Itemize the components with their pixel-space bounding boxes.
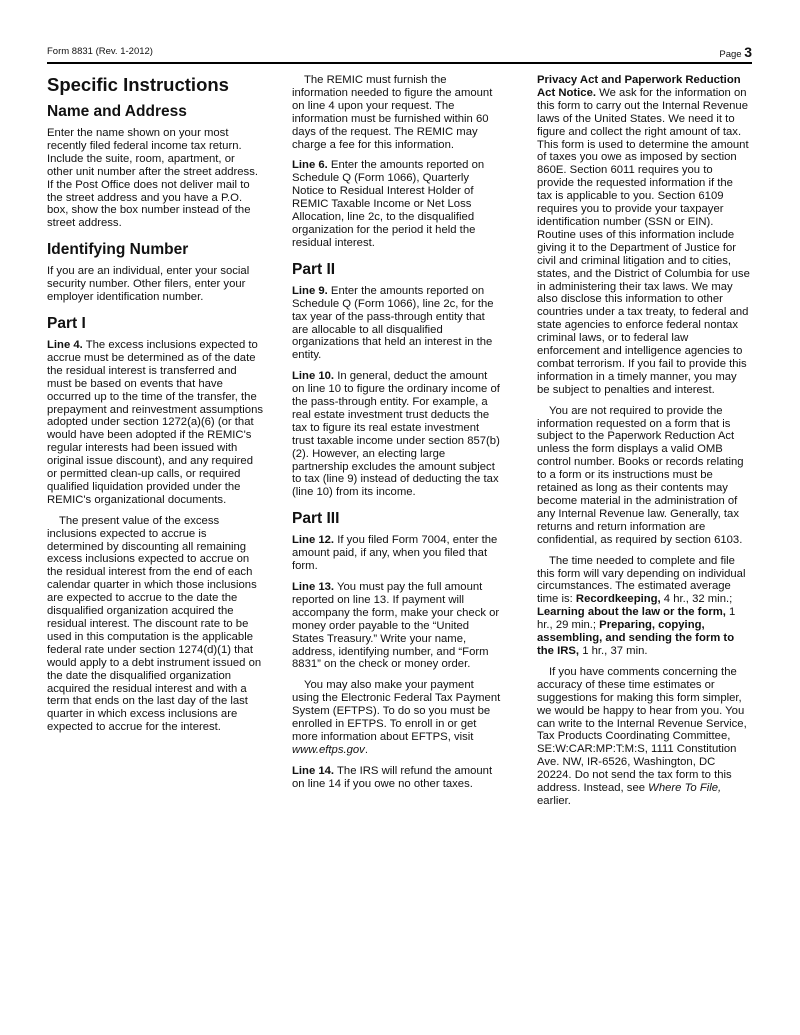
line6-paragraph	[292, 159, 502, 249]
part2-heading: Part II	[292, 260, 336, 278]
line14-text: The IRS will refund the amount on line 14 if you owe no other taxes.	[292, 764, 493, 790]
line12-text: If you filed Form 7004, enter the amount paid, if any, when you filed that form.	[292, 534, 498, 573]
page-label: Page	[719, 49, 742, 60]
line13-label: Line 13.	[292, 581, 335, 593]
page-number: 3	[744, 44, 752, 60]
column-left	[47, 74, 263, 742]
eftps-period: .	[364, 743, 368, 756]
learning-time: 1 hr., 29 min.;	[537, 606, 736, 632]
eftps-link[interactable]: www.eftps.gov	[292, 743, 365, 756]
line9-text: Enter the amounts reported on Schedule Q (Form 1066), line 2c, for the tax year of the pass-through entity that are allocable to all disqualified organizations that held an interest in the entity.	[292, 284, 494, 362]
not-required-paragraph: You are not required to provide the information requested on a form that is subject to the Paperwork Reduction Act unless the form displays a valid OMB control number. Books or records relating to a form or its instructions must be retained as long as their contents may become material in the administration of any Internal Revenue law. Generally, tax returns and return information are confidential, as required by section 6103.	[537, 404, 744, 546]
preparing-label: Preparing, copying, assembling, and sending the form to the IRS,	[537, 619, 735, 657]
time-estimate-paragraph	[537, 555, 751, 658]
comments-text: If you have comments concerning the accuracy of these time estimates or suggestions for making this form simpler, we would be happy to hear from you. You can write to the Internal Revenue Service, Tax Products Coordinating Committee, SE:W:CAR:MP:T:M:S, 1111 Constitution Ave. NW, IR-6526, Washington, DC 20224. Do not send the tax form to this address. Instead, see	[537, 665, 747, 795]
line9-label: Line 9.	[292, 284, 328, 297]
line10-label: Line 10.	[292, 370, 335, 383]
privacy-paragraph	[537, 74, 751, 397]
section-title: Specific Instructions	[47, 74, 229, 95]
line10-text: In general, deduct the amount on line 10 to figure the ordinary income of the pass-through entity. For example, a real estate investment trust deducts the tax to figure its real estate investment trust taxable income under section 857(b)(2). However, an electing large partnership excludes the amount subject to tax (line 9) instead of deducting the tax (line 10) from its income.	[292, 370, 500, 499]
line12-label: Line 12.	[292, 534, 335, 547]
privacy-heading: Privacy Act and Paperwork Reduction Act Notice.	[537, 74, 741, 99]
line4-label: Line 4.	[47, 338, 83, 351]
line14-label: Line 14.	[292, 764, 335, 777]
identifying-number-text: If you are an individual, enter your social security number. Other filers, enter your employer identification number.	[47, 265, 250, 304]
line13-paragraph	[292, 581, 502, 671]
part3-heading: Part III	[292, 510, 340, 528]
where-to-file-ref: Where To File,	[648, 782, 722, 795]
column-middle	[292, 74, 502, 799]
recordkeeping-label: Recordkeeping,	[575, 593, 661, 606]
name-address-text: Enter the name shown on your most recently filed federal income tax return. Include the suite, room, apartment, or other unit number after the street address. If the Post Office does not deliver mail to the street address and you have a P.O. box, show the box number instead of the street address.	[47, 127, 258, 230]
recordkeeping-time: 4 hr., 32 min.;	[660, 593, 733, 606]
line13-text: You must pay the full amount reported on line 13. If payment will accompany the form, make your check or money order payable to the “United States Treasury.” Write your name, address, identifying number, and “Form 8831” on the check or money order.	[292, 581, 500, 671]
learning-label: Learning about the law or the form,	[537, 606, 726, 619]
eftps-paragraph	[292, 679, 502, 756]
identifying-number-heading: Identifying Number	[47, 241, 189, 259]
line6-text: Enter the amounts reported on Schedule Q (Form 1066), Quarterly Notice to Residual Interest Holder of REMIC Taxable Income or Net Loss Allocation, line 2c, to the disqualified organization for the period it held the residual interest.	[292, 159, 485, 249]
name-address-heading: Name and Address	[47, 103, 187, 120]
remic-paragraph: The REMIC must furnish the information needed to figure the amount on line 4 upon your request. The information must be furnished within 60 days of the request. The REMIC may charge a fee for this information.	[292, 74, 493, 151]
part1-heading: Part I	[47, 314, 86, 332]
header-rule	[47, 62, 752, 64]
line4-paragraph	[47, 339, 263, 507]
comments-end: earlier.	[537, 794, 571, 807]
line4-text: The excess inclusions expected to accrue must be determined as of the date the residual interest is transferred and must be based on events that have occurred up to the time of the transfer, the prepayment and reinvestment assumptions adopted under section 1272(a)(6) (or that would have been adopted if the REMIC's regular interests had been issued with original issue discount), and any required or permitted clean-up calls, or required qualified liquidation provided under the REMIC's organizational documents.	[47, 338, 264, 506]
page-indicator	[719, 44, 752, 60]
comments-paragraph	[537, 666, 751, 808]
line12-paragraph	[292, 534, 502, 573]
column-right	[537, 74, 751, 816]
form-id: Form 8831 (Rev. 1-2012)	[47, 46, 153, 57]
line6-label: Line 6.	[292, 159, 328, 172]
preparing-time: 1 hr., 37 min.	[579, 644, 648, 657]
time-intro: The time needed to complete and file this form will vary depending on individual circumstances. The estimated average time is:	[537, 554, 746, 606]
line14-paragraph	[292, 765, 502, 791]
line9-paragraph	[292, 285, 502, 362]
line10-paragraph	[292, 370, 502, 499]
eftps-text: You may also make your payment using the Electronic Federal Tax Payment System (EFTPS). To do so you must be enrolled in EFTPS. To enroll in or get more information about EFTPS, visit	[292, 679, 501, 743]
present-value-paragraph: The present value of the excess inclusions expected to accrue is determined by discounting all remaining excess inclusions expected to accrue on the residual interest from the end of each calendar quarter in which those inclusions are expected to accrue to the date the disqualified organization acquired the residual interest. The discount rate to be used in this computation is the applicable federal rate under section 1274(d)(1) that would apply to a debt instrument issued on the date the disqualified organization acquired the residual interest and with a term that ends on the last day of the last quarter in which excess inclusions are expected to accrue for the interest.	[47, 514, 262, 734]
privacy-text: We ask for the information on this form to carry out the Internal Revenue laws of the United States. We need it to figure and collect the right amount of tax. This form is used to determine the amount of taxes you owe as imposed by section 860E. Section 6011 requires you to provide the requested information if the tax is applicable to you. Section 6109 requires you to provide your taxpayer identification number (SSN or EIN). Routine uses of this information include giving it to the Department of Justice for civil and criminal litigation and to cities, states, and the District of Columbia for use in administering their tax laws. We may also disclose this information to other countries under a tax treaty, to federal and state agencies to enforce federal nontax criminal laws, or to federal law enforcement and intelligence agencies to combat terrorism. If you fail to provide this information in a timely manner, you may be subject to penalties and interest.	[537, 86, 750, 396]
